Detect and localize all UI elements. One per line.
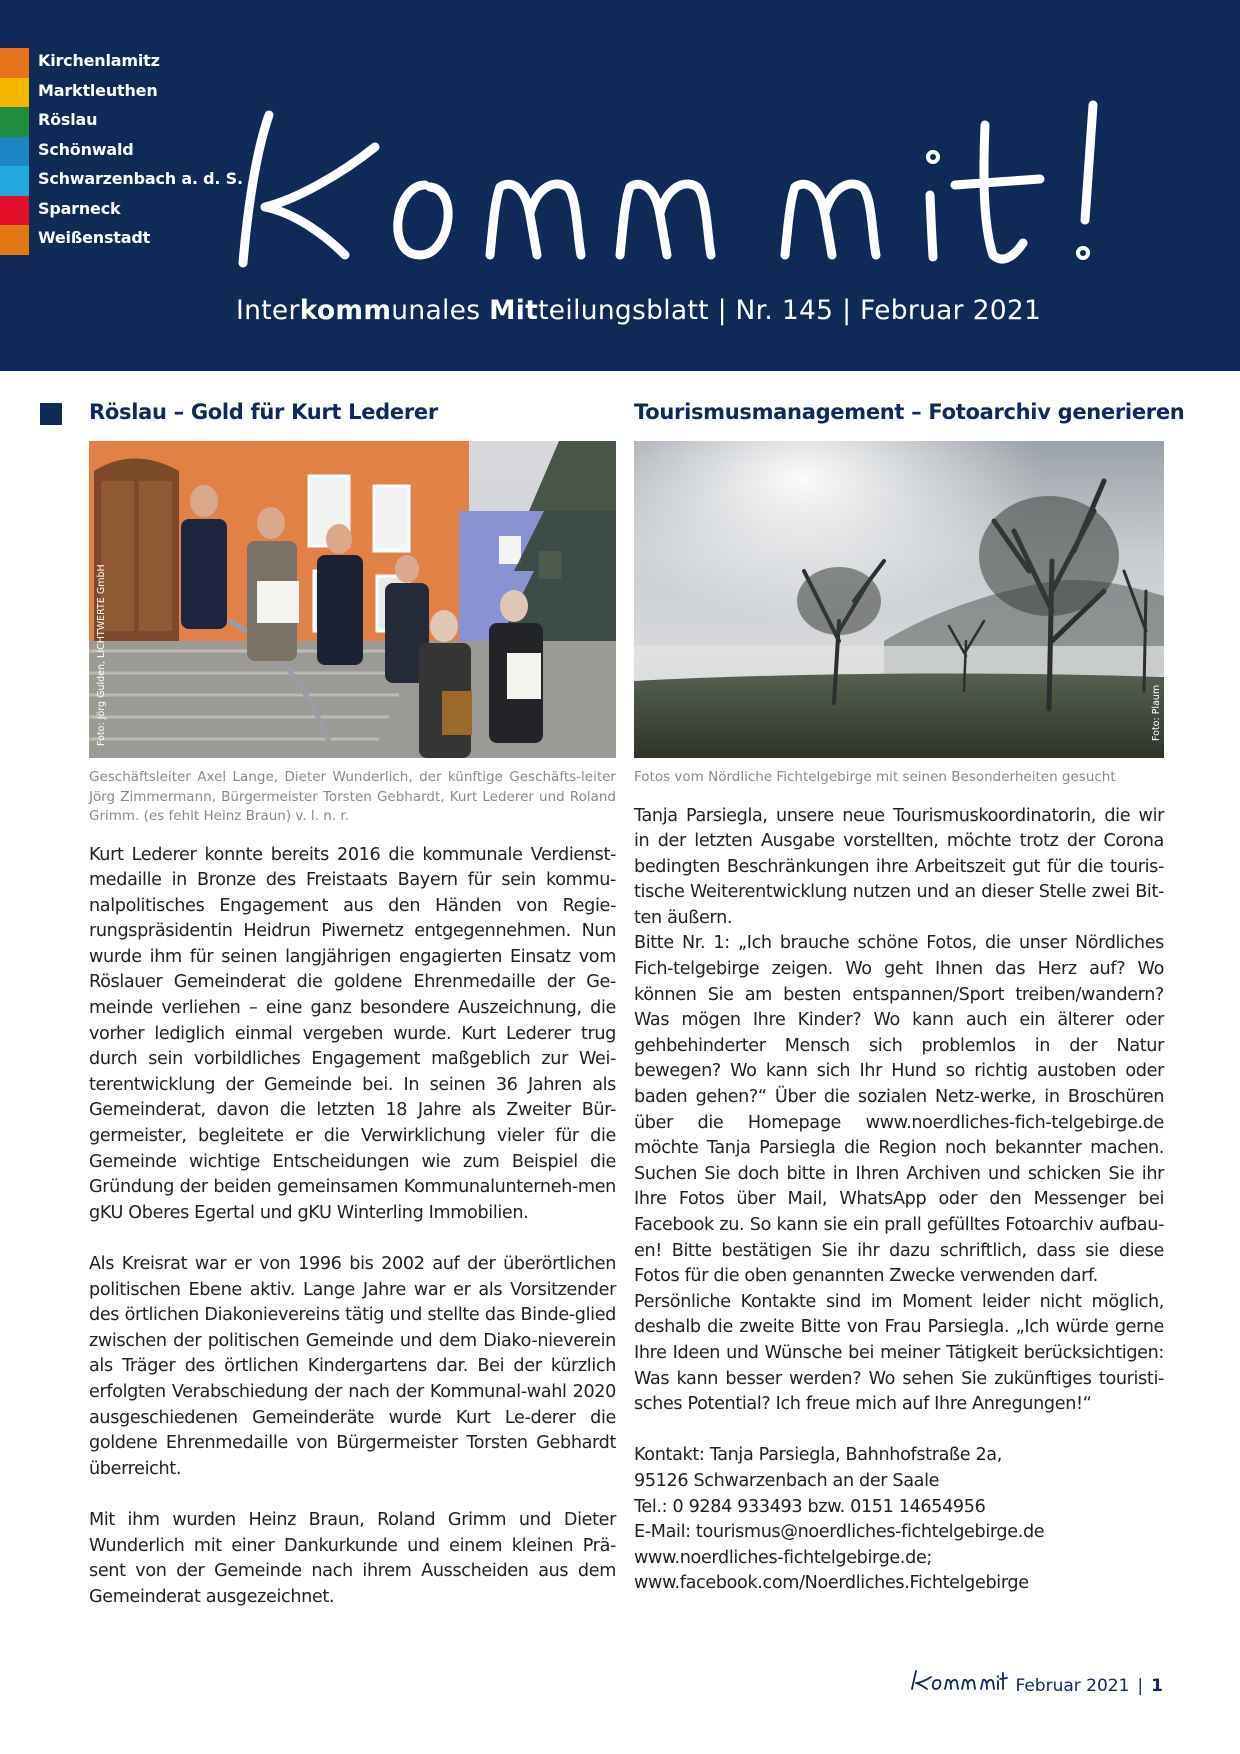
town-color-swatch [0, 225, 29, 255]
subtitle-part: Inter [236, 295, 300, 326]
contact-facebook: www.facebook.com/Noerdliches.Fichtelgebirge [634, 1573, 1029, 1594]
photo-credit: Foto: Jörg Gulden, LICHTWERTE GmbH [96, 564, 107, 746]
town-name: Marktleuthen [38, 80, 158, 100]
photo-caption: Geschäftsleiter Axel Lange, Dieter Wunderlich, der künftige Geschäfts-leiter Jörg Zimmermann, Bürgermeister Torsten Gebhardt, Kurt Lederer und Roland Grimm. (es fehlt Heinz Braun) v. l. n. r. [89, 769, 616, 824]
article-paragraph: Bitte Nr. 1: „Ich brauche schöne Fotos, die unser Nördliches Fich-telgebirge zeigen. Wo geht Ihnen das Herz auf? Wo können Sie am besten entspannen/Sport treiben/wandern? Was mögen Ihre Kinder? Wo kann auch ein älterer oder gehbehinderter Mensch sich problemlos in der Natur bewegen? Wo kann sich Ihr Hund so richtig austoben oder baden gehen?“ Über die sozialen Netz-werke, in Broschüren über die Homepage www.noerdliches-fich-telgebirge.de möchte Tanja Parsiegla die Region noch bekannter machen. Suchen Sie doch bitte in Ihren Archiven und schicken Sie ihr Ihre Fotos über Mail, WhatsApp oder den Messenger bei Facebook zu. So kann sie ein prall gefülltes Fotoarchiv aufbau-en! Bitte bestätigen Sie ihr dazu schriftlich, dass sie diese Fotos für die oben genannten Zwecke verwenden darf. [634, 933, 1164, 1287]
town-name: Weißenstadt [38, 228, 151, 247]
contact-website: www.noerdliches-fichtelgebirge.de; [634, 1547, 933, 1568]
footer-date: Februar 2021 [1015, 1676, 1130, 1696]
article-paragraph: Tanja Parsiegla, unsere neue Tourismuskoordinatorin, die wir in der letzten Ausgabe vorstellten, möchte trotz der Corona bedingten Beschränkungen ihre Arbeitszeit gut für die touris-tische Weiterentwicklung nutzen und an dieser Stelle zwei Bit-ten äußern. [634, 805, 1164, 928]
town-name: Sparneck [38, 198, 121, 218]
town-name: Kirchenlamitz [38, 51, 160, 70]
photo-caption: Fotos vom Nördliche Fichtelgebirge mit seinen Besonderheiten gesucht [634, 769, 1116, 785]
photo-credit: Foto: Plaum [1151, 684, 1162, 741]
subtitle-part-bold: Mit [489, 295, 539, 326]
landscape-photo-image [634, 441, 1164, 758]
town-color-swatch [0, 166, 29, 196]
award-photo-image [89, 441, 616, 758]
contact-address: Kontakt: Tanja Parsiegla, Bahnhofstraße 2a, [634, 1445, 1002, 1466]
komm-mit-logo [225, 95, 1210, 275]
contact-city: 95126 Schwarzenbach an der Saale [634, 1470, 940, 1491]
article-paragraph: Mit ihm wurden Heinz Braun, Roland Grimm und Dieter Wunderlich mit einer Dankurkunde und einem kleinen Prä-sent von der Gemeinde nach ihrem Ausscheiden aus dem Gemeinderat ausgezeichnet. [89, 1509, 616, 1607]
article-paragraph: Kurt Lederer konnte bereits 2016 die kommunale Verdienst-medaille in Bronze des Freistaats Bayern für sein kommu-nalpolitisches Engagement aus den Händen von Regie-rungspräsidentin Heidrun Piwernetz entgegennehmen. Nun wurde ihm für seinen langjährigen engagierten Einsatz vom Röslauer Gemeinderat die goldene Ehrenmedaille der Ge-meinde verliehen – eine ganz besondere Auszeichnung, die vorher lediglich einmal vergeben wurde. Kurt Lederer trug durch sein vorbildliches Engagement maßgeblich zur Wei-terentwicklung der Gemeinde bei. In seinen 36 Jahren als Gemeinderat, davon die letzten 18 Jahre als Zweiter Bür-germeister, begleitete er die Verwirklichung vieler für die Gemeinde wichtige Entscheidungen wie zum Beispiel die Gründung der beiden gemeinsamen Kommunalunterneh-men gKU Oberes Egertal und gKU Winterling Immobilien. [89, 844, 616, 1223]
town-name: Schönwald [38, 139, 134, 159]
town-color-swatch [0, 48, 29, 78]
town-color-swatch [0, 196, 29, 226]
subtitle-part-bold: komm [299, 295, 392, 326]
article-headline: Tourismusmanagement – Fotoarchiv generieren [634, 400, 1185, 424]
section-marker [40, 403, 62, 425]
town-name: Röslau [38, 110, 98, 129]
contact-email: E-Mail: tourismus@noerdliches-fichtelgebirge.de [634, 1522, 1045, 1543]
page-footer [909, 1665, 1163, 1696]
left-article [89, 400, 616, 1610]
award-photo [89, 441, 616, 758]
article-headline: Röslau – Gold für Kurt Lederer [89, 400, 438, 424]
right-article [634, 400, 1185, 1597]
town-color-swatch [0, 107, 29, 137]
subtitle-part: unales [391, 295, 490, 326]
town-color-swatch [0, 137, 29, 167]
masthead [0, 0, 1240, 371]
subtitle-part: teilungsblatt | Nr. 145 | Februar 2021 [538, 295, 1042, 326]
article-paragraph: Persönliche Kontakte sind im Moment leider nicht möglich, deshalb die zweite Bitte von Frau Parsiegla. „Ich würde gerne Ihre Ideen und Wünsche bei meiner Tätigkeit berücksichtigen: Was kann besser werden? Wo sehen Sie zukünftiges touristi-sches Potential? Ich freue mich auf Ihre Anregungen!“ [634, 1291, 1164, 1415]
page-number: 1 [1151, 1676, 1163, 1696]
landscape-photo [634, 441, 1164, 758]
komm-mit-footer-logo [909, 1665, 1009, 1691]
town-name: Schwarzenbach a. d. S. [38, 169, 243, 188]
contact-block [634, 1443, 1164, 1597]
footer-separator: | [1137, 1676, 1144, 1696]
contact-phone: Tel.: 0 9284 933493 bzw. 0151 14654956 [634, 1496, 986, 1517]
town-color-swatch [0, 78, 29, 108]
article-paragraph: Als Kreisrat war er von 1996 bis 2002 auf der überörtlichen politischen Ebene aktiv. Lange Jahre war er als Vorsitzender des örtlichen Diakonievereins tätig und stellte das Binde-glied zwischen der politischen Gemeinde und dem Diako-nieverein als Träger des örtlichen Kindergartens dar. Bei der kürzlich erfolgten Verabschiedung der nach der Kommunal-wahl 2020 ausgeschiedenen Gemeinderäte wurde Kurt Le-derer die goldene Ehrenmedaille von Bürgermeister Torsten Gebhardt überreicht. [89, 1254, 616, 1479]
issue-subtitle [236, 295, 1041, 326]
